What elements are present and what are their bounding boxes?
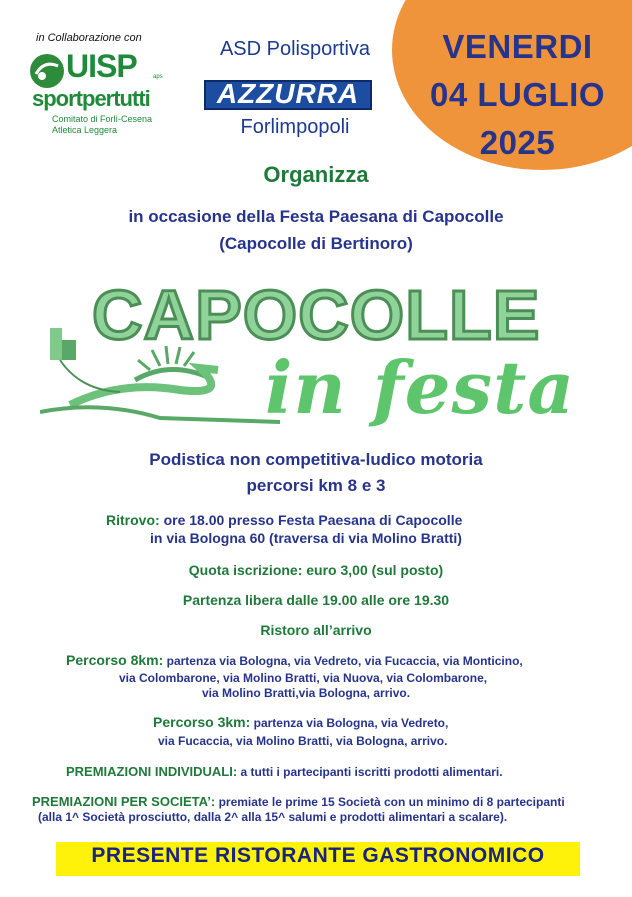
asd-line-1: ASD Polisportiva: [219, 38, 371, 60]
percorso-3-line-1: [153, 714, 448, 730]
prem-soc-detail: (alla 1^ Società prosciutto, dalla 2^ alla 15^ salumi e prodotti alimentari a scalare).: [38, 810, 508, 824]
percorso-8-label: Percorso 8km:: [66, 652, 164, 668]
partenza-value: dalle 19.00 alle ore 19.30: [286, 592, 450, 608]
prem-soc-label: PREMIAZIONI PER SOCIETA’:: [32, 794, 216, 809]
uisp-logo-icon: [30, 54, 64, 88]
ritrovo-line-2: in via Bologna 60 (traversa di via Molino Bratti): [150, 530, 462, 546]
event-day: VENERDI: [442, 28, 593, 65]
occasione-line-2: (Capocolle di Bertinoro): [219, 234, 413, 253]
organizza-heading: Organizza: [263, 162, 369, 187]
partenza-line: [0, 592, 632, 608]
uisp-name: UISP: [66, 48, 137, 84]
ritrovo-line-1: [106, 512, 462, 528]
event-date: 04 LUGLIO: [429, 76, 606, 113]
uisp-aps: aps: [153, 74, 163, 80]
ristoro-line: Ristoro all’arrivo: [260, 622, 372, 638]
ritrovo-value: ore 18.00 presso Festa Paesana di Capocolle: [163, 512, 463, 528]
premiazioni-societa: [32, 794, 565, 809]
quota-line: [0, 562, 632, 578]
percorso-3-route-1: partenza via Bologna, via Vedreto,: [253, 716, 449, 730]
event-year: 2025: [479, 124, 556, 161]
collab-label: in Collaborazione con: [36, 32, 142, 44]
partenza-label: Partenza libera: [182, 592, 283, 608]
podistica-line-2: percorsi km 8 e 3: [246, 476, 386, 495]
uisp-tagline: sportpertutti: [32, 86, 150, 111]
asd-line-3: Forlimpopoli: [240, 116, 350, 138]
premiazioni-individuali: [66, 764, 503, 779]
uisp-comitato-line-2: Atletica Leggera: [52, 125, 118, 135]
prem-ind-label: PREMIAZIONI INDIVIDUALI:: [66, 764, 238, 779]
occasione-line-1: in occasione della Festa Paesana di Capocolle: [128, 207, 504, 226]
logo-subtitle: in festa: [265, 345, 575, 430]
percorso-3-label: Percorso 3km:: [153, 714, 251, 730]
prem-ind-value: a tutti i partecipanti iscritti prodotti alimentari.: [240, 765, 503, 779]
prem-soc-value: premiate le prime 15 Società con un minimo di 8 partecipanti: [218, 795, 565, 809]
percorso-8-route-2: via Colombarone, via Molino Bratti, via Nuova, via Colombarone,: [119, 671, 488, 685]
quota-label: Quota iscrizione:: [188, 562, 303, 578]
quota-value: euro 3,00 (sul posto): [306, 562, 444, 578]
percorso-8-route-1: partenza via Bologna, via Vedreto, via Fucaccia, via Monticino,: [166, 654, 523, 668]
podistica-line-1: Podistica non competitiva-ludico motoria: [149, 450, 483, 469]
logo-title: CAPOCOLLE: [92, 276, 541, 354]
percorso-8-route-3: via Molino Bratti,via Bologna, arrivo.: [202, 686, 411, 700]
percorso-8-line-1: [66, 652, 523, 668]
uisp-comitato-line-1: Comitato di Forlì-Cesena: [52, 114, 153, 124]
uisp-comitato: [52, 114, 152, 136]
ristorante-banner-text: PRESENTE RISTORANTE GASTRONOMICO: [91, 844, 545, 867]
percorso-3-route-2: via Fucaccia, via Molino Bratti, via Bologna, arrivo.: [158, 734, 448, 748]
asd-line-2: AZZURRA: [216, 78, 360, 109]
ritrovo-label: Ritrovo:: [106, 512, 160, 528]
